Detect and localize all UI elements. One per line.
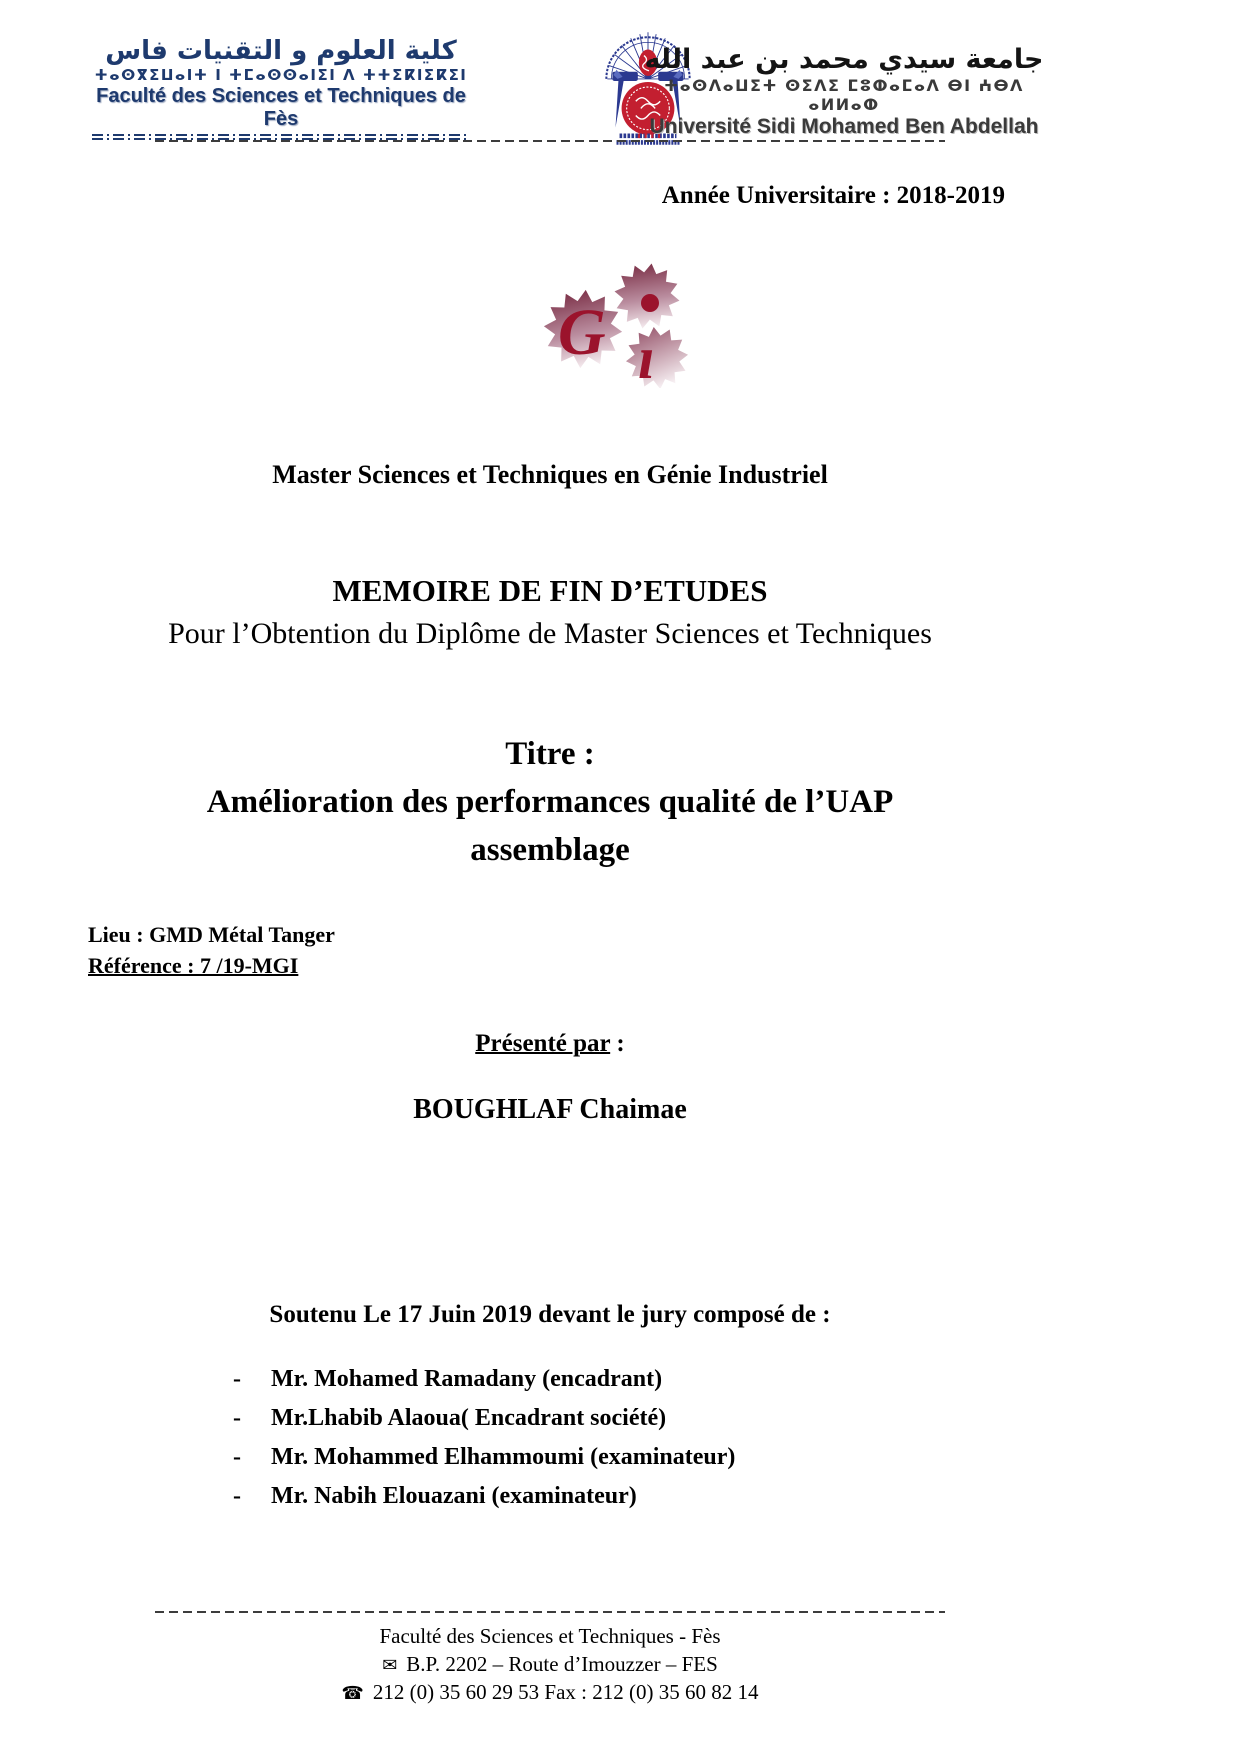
- university-name-arabic: جامعة سيدي محمد بن عبد الله: [644, 44, 1044, 75]
- mail-icon: ✉: [382, 1654, 398, 1676]
- academic-year: Année Universitaire : 2018-2019: [661, 182, 1005, 209]
- faculty-name-arabic: كلية العلوم و التقنيات فاس: [105, 36, 457, 66]
- gi-letter-g: G: [558, 296, 606, 369]
- phone-icon: ☎: [341, 1682, 364, 1704]
- header-underline-1: [92, 134, 470, 136]
- jury-member-name: Mr. Mohamed Ramadany (encadrant): [271, 1366, 663, 1392]
- gear-bottom-right: [623, 324, 692, 388]
- footer-address-line: [85, 1651, 1015, 1679]
- jury-member: [233, 1438, 735, 1477]
- title-line-2: assemblage: [470, 831, 630, 868]
- thesis-title-block: [85, 731, 1015, 875]
- program-title: Master Sciences et Techniques en Génie Industriel: [272, 460, 828, 489]
- location-block: [88, 919, 335, 981]
- header-university-block: [636, 46, 1052, 139]
- footer-faculty-line: Faculté des Sciences et Techniques - Fès: [379, 1624, 721, 1648]
- jury-member: [233, 1399, 735, 1438]
- jury-list: [233, 1360, 735, 1516]
- list-dash: -: [233, 1444, 241, 1470]
- gi-letter-i: ı: [638, 325, 655, 388]
- jury-member: [233, 1360, 735, 1399]
- university-name-french: Université Sidi Mohamed Ben Abdellah: [649, 115, 1039, 139]
- footer-phone-text: 212 (0) 35 60 29 53 Fax : 212 (0) 35 60 82 14: [372, 1679, 759, 1704]
- list-dash: -: [233, 1366, 241, 1392]
- title-line-1: Amélioration des performances qualité de l’UAP: [206, 783, 894, 820]
- genie-industriel-logo-icon: [538, 246, 702, 388]
- reference-line: Référence : 7 /19-MGI: [88, 953, 299, 979]
- gi-letter-i-dot: [641, 294, 659, 312]
- faculty-name-french: Faculté des Sciences et Techniques de Fès: [96, 85, 466, 131]
- jury-member: [233, 1477, 735, 1516]
- jury-member-name: Mr. Mohammed Elhammoumi (examinateur): [271, 1444, 736, 1470]
- title-label: Titre :: [505, 736, 595, 772]
- presented-by: [85, 1030, 1015, 1058]
- presented-by-colon: :: [610, 1030, 625, 1057]
- footer-phone-line: [85, 1679, 1015, 1707]
- list-dash: -: [233, 1483, 241, 1509]
- jury-member-name: Mr.Lhabib Alaoua( Encadrant société): [271, 1405, 667, 1431]
- memoire-title: MEMOIRE DE FIN D’ETUDES: [332, 573, 768, 608]
- header-faculty-block: [92, 38, 470, 140]
- header-divider: [155, 140, 945, 142]
- presented-by-label: Présenté par: [475, 1030, 611, 1057]
- list-dash: -: [233, 1405, 241, 1431]
- jury-member-name: Mr. Nabih Elouazani (examinateur): [271, 1483, 637, 1509]
- faculty-name-tifinagh: ⵜⴰⵙⴳⵉⵡⴰⵏⵜ ⵏ ⵜⵎⴰⵙⵙⴰⵏⵉⵏ ⴷ ⵜⵜⵉⴽⵏⵉⴽⵉⵏ: [94, 66, 468, 85]
- memoire-heading: [85, 573, 1015, 651]
- footer-divider: [155, 1611, 945, 1613]
- footer-block: [85, 1623, 1015, 1707]
- defense-statement: Soutenu Le 17 Juin 2019 devant le jury composé de :: [269, 1301, 831, 1328]
- university-name-tifinagh: ⵜⴰⵙⴷⴰⵡⵉⵜ ⵙⵉⴷⵉ ⵎⵓⵀⴰⵎⴰⴷ ⴱⵏ ⵄⴱⴷ ⴰⵍⵍⴰⵀ: [664, 76, 1024, 115]
- author-name: BOUGHLAF Chaimae: [413, 1094, 687, 1125]
- location-line: Lieu : GMD Métal Tanger: [88, 922, 335, 947]
- footer-address-text: B.P. 2202 – Route d’Imouzzer – FES: [406, 1651, 718, 1676]
- memoire-subtitle: Pour l’Obtention du Diplôme de Master Sciences et Techniques: [168, 617, 932, 650]
